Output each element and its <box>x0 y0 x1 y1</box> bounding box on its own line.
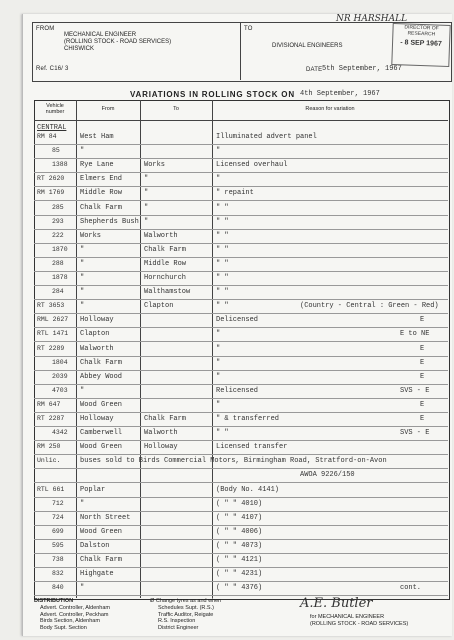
from-location: Wood Green <box>80 400 123 409</box>
from-location: Walworth <box>80 344 114 353</box>
from-location: Wood Green <box>80 443 123 452</box>
distribution-col2 <box>158 605 214 631</box>
from-location: Middle Row <box>80 189 123 198</box>
from-location: Wood Green <box>80 527 123 536</box>
row-rule <box>34 271 448 272</box>
from-location: Clapton <box>80 330 110 339</box>
variation-note: E <box>420 316 425 325</box>
vehicle-number: 293 <box>52 217 64 225</box>
col-header-vehicle <box>34 103 76 115</box>
vehicle-number: 1388 <box>52 161 68 169</box>
row-rule <box>34 553 448 554</box>
date-label: DATE <box>306 67 323 73</box>
from-location: Holloway <box>80 316 114 325</box>
row-rule <box>34 440 448 441</box>
distribution-item: Advert. Controller, Peckham <box>40 611 109 618</box>
variation-note: E <box>420 344 425 353</box>
reason-text: " " <box>216 203 229 212</box>
reason-text: Illuminated advert panel <box>216 133 317 141</box>
vehicle-number: RM 84 <box>37 133 57 140</box>
from-location: " <box>80 288 85 297</box>
to-location: Works <box>144 161 166 170</box>
row-rule <box>34 285 448 286</box>
distribution-item: R.S. Inspection <box>158 618 196 624</box>
reason-text: " <box>216 175 221 184</box>
vehicle-number: 1804 <box>52 358 68 366</box>
from-line-3: CHISWICK <box>64 46 94 52</box>
signatory-role-line1: for MECHANICAL ENGINEER <box>310 614 385 620</box>
reason-text: " " <box>216 217 229 226</box>
to-location: Walworth <box>144 231 178 240</box>
reason-text: (Body No. 4141) <box>216 485 280 494</box>
vehicle-number: 699 <box>52 527 64 535</box>
col-header-vehicle-line2: number <box>45 109 65 115</box>
row-rule <box>34 567 448 568</box>
row-rule <box>34 215 448 216</box>
from-location: " <box>80 259 85 268</box>
reason-text: Licensed transfer <box>216 443 288 452</box>
stamp-line-1: DIRECTOR OF <box>404 24 439 32</box>
distribution-col1 <box>40 605 110 631</box>
row-rule <box>34 426 448 427</box>
reason-text: " repaint <box>216 189 254 198</box>
variation-note: SVS - E <box>400 429 430 438</box>
from-label: FROM <box>36 26 55 32</box>
tyre-note <box>150 598 221 605</box>
vehicle-number: 1878 <box>52 274 68 281</box>
vehicle-number: 724 <box>52 513 64 521</box>
reason-text: Delicensed <box>216 316 259 325</box>
reason-text: " <box>216 147 221 156</box>
from-location: Camberwell <box>80 429 123 438</box>
variation-note: E <box>420 400 425 409</box>
to-location: " <box>144 175 149 184</box>
reason-text: ( " " 4376) <box>216 584 263 593</box>
vehicle-number: RT 3653 <box>37 302 65 310</box>
reason-text: ( " " 4073) <box>216 541 263 550</box>
reason-text: " & transferred <box>216 415 280 423</box>
variation-note: E to NE <box>400 330 430 339</box>
to-location: Chalk Farm <box>144 245 187 254</box>
vehicle-number: RML 2627 <box>37 316 69 324</box>
from-location: West Ham <box>80 133 114 141</box>
variation-note: E <box>420 372 425 381</box>
from-location: Holloway <box>80 415 114 423</box>
reason-text: " <box>216 358 221 367</box>
vehicle-number: 85 <box>52 147 60 155</box>
row-rule <box>34 200 448 201</box>
distribution-item: Advert. Controller, Aldenham <box>40 605 111 611</box>
reason-text: " " <box>216 274 229 282</box>
distribution-item: Birds Section, Aldenham <box>40 618 100 624</box>
row-rule <box>34 482 448 483</box>
from-location: " <box>80 584 85 593</box>
to-location: Walworth <box>144 429 178 438</box>
row-rule <box>34 595 448 596</box>
vehicle-number: 1870 <box>52 245 68 253</box>
vehicle-number: 285 <box>52 203 64 211</box>
stamp-date: - 8 SEP 1967 <box>400 39 442 48</box>
variation-note: AWOA 9226/150 <box>300 471 355 480</box>
from-location: " <box>80 499 85 508</box>
col-divider-3 <box>212 100 213 598</box>
fold-line <box>22 14 23 636</box>
vehicle-number: RTL 661 <box>37 485 65 493</box>
row-rule <box>34 539 448 540</box>
reason-text: ( " " 4231) <box>216 570 263 579</box>
vehicle-number: 222 <box>52 231 64 239</box>
reason-text: Licensed overhaul <box>216 161 288 170</box>
received-stamp <box>391 23 450 67</box>
reason-text: Relicensed <box>216 386 259 395</box>
row-rule <box>34 370 448 371</box>
stamp-line-2: RESEARCH <box>407 30 436 38</box>
from-location: Elmers End <box>80 175 123 184</box>
reason-text: " " <box>216 231 229 240</box>
col-header-from: From <box>101 106 115 112</box>
row-rule <box>34 412 448 413</box>
row-rule <box>34 144 448 145</box>
handwritten-recipient: NR HARSHALL <box>336 14 408 24</box>
distribution-label: DISTRIBUTION <box>34 598 74 604</box>
vehicle-number: RM 647 <box>37 400 61 408</box>
vehicle-number: RM 250 <box>37 443 61 451</box>
vehicle-number: RTL 1471 <box>37 330 69 338</box>
to-label: TO <box>244 26 253 32</box>
vehicle-number: 595 <box>52 541 64 549</box>
from-location: Chalk Farm <box>80 203 123 212</box>
from-location: Rye Lane <box>80 161 114 170</box>
vehicle-number: RT 2287 <box>37 415 65 422</box>
to-location: Walthamstow <box>144 288 191 297</box>
row-rule <box>34 186 448 187</box>
variation-note: E <box>420 415 425 423</box>
reason-text: " <box>216 372 221 381</box>
reason-text: ( " " 4010) <box>216 499 263 508</box>
distribution-item: Schedules Supt. (R.S.) <box>158 605 214 611</box>
signature: A.E. Butler <box>300 596 373 611</box>
from-location: " <box>80 302 85 311</box>
row-rule <box>34 341 448 342</box>
row-rule <box>34 511 448 512</box>
distribution-item: District Engineer <box>158 624 199 631</box>
vehicle-number: 712 <box>52 499 64 507</box>
reason-text: ( " " 4006) <box>216 527 263 536</box>
tyre-symbol: Ø <box>150 598 156 604</box>
reason-text: " " <box>216 429 229 438</box>
reason-text: " <box>216 330 221 339</box>
from-location: " <box>80 386 85 395</box>
signatory-role-line2: (ROLLING STOCK - ROAD SERVICES) <box>310 620 409 627</box>
row-rule <box>34 468 448 469</box>
vehicle-number: 4703 <box>52 386 68 394</box>
from-location: Works <box>80 231 102 240</box>
header-divider <box>240 22 241 80</box>
vehicle-number: 2039 <box>52 372 68 380</box>
reason-text: " " <box>216 302 229 311</box>
reason-text: " <box>216 344 221 353</box>
to-location: " <box>144 203 149 212</box>
from-location: " <box>80 274 85 282</box>
vehicle-number: RM 1769 <box>37 189 65 197</box>
distribution-item: Body Supt. Section <box>40 624 87 631</box>
from-line-1: MECHANICAL ENGINEER <box>64 32 137 38</box>
to-location: " <box>144 189 149 198</box>
title-date: 4th September, 1967 <box>300 90 380 98</box>
row-rule <box>34 384 448 385</box>
from-location: Poplar <box>80 485 106 494</box>
row-rule <box>34 398 448 399</box>
from-location: Highgate <box>80 570 114 579</box>
vehicle-number: 288 <box>52 259 64 267</box>
row-rule <box>34 299 448 300</box>
row-rule <box>34 581 448 582</box>
to-location: Hornchurch <box>144 274 187 282</box>
reason-text: " <box>216 400 221 409</box>
row-rule <box>34 327 448 328</box>
row-rule <box>34 158 448 159</box>
reason-text: " " <box>216 259 229 268</box>
from-location: buses sold to Birds Commercial Motors, Birmingham Road, Stratford-on-Avon <box>80 457 387 466</box>
header-box <box>32 22 452 82</box>
tyre-note-text: Change tyres as and when <box>155 598 222 604</box>
variation-note: E <box>420 358 425 367</box>
header-rule <box>34 120 448 121</box>
row-rule <box>34 497 448 498</box>
vehicle-number: RT 2620 <box>37 175 65 183</box>
to-text: DIVISIONAL ENGINEERS <box>272 43 343 49</box>
vehicle-number: RT 2289 <box>37 344 65 352</box>
from-location: Shepherds Bush <box>80 217 139 226</box>
from-location: Abbey Wood <box>80 372 123 381</box>
vehicle-number: Unlic. <box>37 457 61 465</box>
row-rule <box>34 313 448 314</box>
variation-note: cont. <box>400 584 422 593</box>
col-header-to: To <box>173 106 179 112</box>
date-value: 5th September, 1967 <box>322 65 402 73</box>
from-location: North Street <box>80 513 131 522</box>
to-location: Clapton <box>144 302 174 311</box>
to-location: Middle Row <box>144 259 187 268</box>
to-location: Chalk Farm <box>144 415 187 423</box>
from-location: Dalston <box>80 541 110 550</box>
row-rule <box>34 454 448 455</box>
col-divider-2 <box>140 100 141 598</box>
signatory-role <box>310 614 408 627</box>
from-location: Chalk Farm <box>80 556 123 564</box>
from-location: " <box>80 245 85 254</box>
col-header-vehicle-line1: Vehicle <box>46 103 64 109</box>
to-location: Holloway <box>144 443 178 452</box>
to-location: " <box>144 217 149 226</box>
row-rule <box>34 229 448 230</box>
reason-text: " " <box>216 288 229 297</box>
variation-note: (Country - Central : Green - Red) <box>300 302 439 311</box>
vehicle-number: 284 <box>52 288 64 296</box>
reason-text: ( " " 4107) <box>216 513 263 522</box>
variation-note: SVS - E <box>400 386 430 395</box>
row-rule <box>34 356 448 357</box>
col-divider-1 <box>76 100 77 598</box>
ref-label: Ref. C16/ 3 <box>36 66 69 72</box>
vehicle-number: 840 <box>52 584 64 592</box>
row-rule <box>34 172 448 173</box>
row-rule <box>34 257 448 258</box>
from-line-2: (ROLLING STOCK - ROAD SERVICES) <box>64 39 172 45</box>
distribution-item: Traffic Auditor, Reigate <box>158 611 214 618</box>
page-title: VARIATIONS IN ROLLING STOCK ON <box>130 90 295 99</box>
section-label: CENTRAL <box>37 124 67 132</box>
vehicle-number: 738 <box>52 556 64 563</box>
reason-text: ( " " 4121) <box>216 556 263 564</box>
col-header-reason: Reason for variation <box>305 106 355 112</box>
vehicle-number: 832 <box>52 570 64 578</box>
row-rule <box>34 243 448 244</box>
row-rule <box>34 525 448 526</box>
vehicle-number: 4342 <box>52 429 68 437</box>
from-location: " <box>80 147 85 156</box>
from-location: Chalk Farm <box>80 358 123 367</box>
reason-text: " " <box>216 245 229 254</box>
